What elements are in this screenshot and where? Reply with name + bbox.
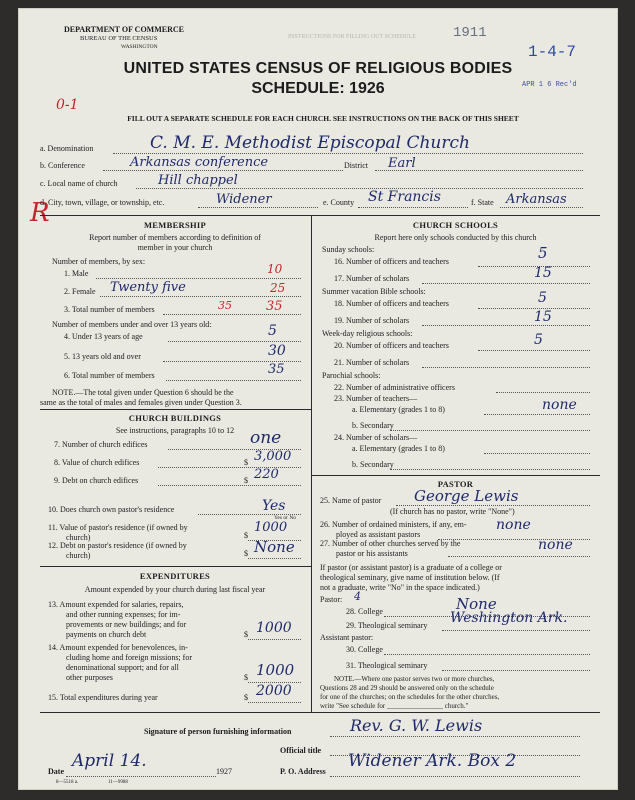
q23b-line	[390, 430, 590, 431]
q13-label-4: payments on church debt	[66, 630, 147, 639]
local-name-value: Hill chappel	[158, 173, 238, 188]
q15-label: 15. Total expenditures during year	[48, 693, 158, 702]
date-line	[66, 776, 216, 777]
county-line	[358, 207, 468, 208]
q25-value: George Lewis	[414, 487, 519, 505]
q8-value: 3,000	[254, 449, 292, 464]
pastor-subheading: Pastor:	[320, 595, 343, 604]
q1-line	[96, 278, 301, 279]
q9-value: 220	[254, 467, 279, 482]
city-value: Widener	[216, 192, 272, 207]
q9-dollar: $	[244, 476, 248, 485]
denomination-value: C. M. E. Methodist Episcopal Church	[150, 133, 470, 153]
state-value: Arkansas	[506, 192, 567, 207]
q16-label: 16. Number of officers and teachers	[334, 257, 449, 266]
graduate-note-2: theological seminary, give name of institution below. (If	[320, 573, 500, 582]
q19-line	[422, 325, 590, 326]
census-schedule-sheet	[18, 8, 618, 790]
q4-value: 5	[268, 323, 277, 339]
red-note: 0-1	[56, 97, 79, 113]
q2-line	[100, 296, 301, 297]
q30-line	[384, 654, 590, 655]
q15-dollar: $	[244, 693, 248, 702]
year-stamp: 1911	[453, 25, 487, 41]
q13-line	[248, 639, 301, 640]
schools-rule	[311, 475, 600, 476]
q22-line	[496, 392, 590, 393]
q23-label: 23. Number of teachers—	[334, 394, 418, 403]
signature-line	[330, 736, 580, 737]
membership-intro-1: Report number of members according to definition of	[89, 233, 261, 242]
q12-label-1: 12. Debt on pastor's residence (if owned by	[48, 541, 187, 550]
q9-label: 9. Debt on church edifices	[54, 476, 139, 485]
q21-label: 21. Number of scholars	[334, 358, 410, 367]
city-line	[198, 207, 318, 208]
signature-label: Signature of person furnishing information	[144, 727, 292, 736]
department-heading: DEPARTMENT OF COMMERCE	[64, 25, 185, 34]
membership-note-2: same as the total of males and females given under Question 3.	[40, 398, 242, 407]
district-label: District	[344, 161, 368, 170]
buildings-rule	[40, 566, 311, 567]
q6-label: 6. Total number of members	[64, 371, 155, 380]
q7-label: 7. Number of church edifices	[54, 440, 148, 449]
q23b-label: b. Secondary	[352, 421, 394, 430]
q5-value: 30	[268, 343, 286, 359]
pastor-note-2: Questions 28 and 29 should be answered only on the schedule	[320, 684, 494, 692]
pastor-title: PASTOR	[437, 479, 474, 489]
red-r-mark: R	[30, 198, 50, 228]
q14-label-3: denominational support; and for all	[66, 663, 179, 672]
conference-value: Arkansas conference	[130, 155, 269, 170]
q26-value: none	[496, 517, 531, 533]
expenditures-title: EXPENDITURES	[139, 571, 211, 581]
column-divider	[311, 215, 312, 712]
q12-value: None	[254, 538, 295, 556]
pastor-note-1: NOTE.—Where one pastor serves two or more churches,	[334, 675, 495, 683]
district-value: Earl	[388, 156, 416, 171]
q24a-label: a. Elementary (grades 1 to 8)	[352, 444, 445, 453]
q17-label: 17. Number of scholars	[334, 274, 410, 283]
q2-value: 25	[270, 281, 286, 295]
q18-label: 18. Number of officers and teachers	[334, 299, 449, 308]
q6-value: 35	[268, 362, 285, 377]
q5-label: 5. 13 years old and over	[64, 352, 141, 361]
q6-line	[166, 380, 301, 381]
q28-label: 28. College	[346, 607, 383, 616]
q12-dollar: $	[244, 549, 248, 558]
pastor-note-3: for one of the churches; on the schedules for the other churches,	[320, 693, 500, 701]
q29-label: 29. Theological seminary	[346, 621, 428, 630]
conference-line	[103, 170, 343, 171]
q24a-line	[484, 453, 590, 454]
po-address-line	[330, 776, 580, 777]
q24-label: 24. Number of scholars—	[334, 433, 418, 442]
pastor-note-4: write "See schedule for ________________ church."	[320, 702, 469, 710]
buildings-subtitle: See instructions, paragraphs 10 to 12	[115, 426, 235, 435]
membership-note-1: NOTE.—The total given under Question 6 should be the	[52, 388, 234, 397]
membership-rule	[40, 409, 311, 410]
q21-line	[422, 367, 590, 368]
q13-label-3: provements or new buildings; and for	[66, 620, 187, 629]
q13-value: 1000	[256, 620, 292, 636]
q14-label-1: 14. Amount expended for benevolences, in-	[48, 643, 188, 652]
members-by-sex-label: Number of members, by sex:	[52, 257, 146, 266]
q3-line	[163, 314, 301, 315]
form-title: UNITED STATES CENSUS OF RELIGIOUS BODIES	[123, 60, 513, 77]
q10-value: Yes	[262, 498, 286, 514]
date-year: 1927	[216, 767, 232, 776]
q16-value: 5	[538, 244, 548, 262]
q4-line	[168, 341, 301, 342]
schedule-code-stamp: 1-4-7	[528, 43, 577, 61]
conference-label: b. Conference	[40, 161, 85, 170]
q24b-line	[390, 469, 590, 470]
q17-line	[422, 283, 590, 284]
q26-label-1: 26. Number of ordained ministers, if any, em-	[320, 520, 467, 529]
q13-dollar: $	[244, 630, 248, 639]
q28-value: None	[456, 595, 497, 613]
membership-title: MEMBERSHIP	[143, 220, 207, 230]
q27-value: none	[538, 537, 573, 553]
q2-word: Twenty five	[110, 280, 186, 295]
q19-label: 19. Number of scholars	[334, 316, 410, 325]
pastor-mark: 4	[354, 590, 361, 603]
q14-dollar: $	[244, 673, 248, 682]
city-heading: WASHINGTON	[121, 44, 158, 50]
graduate-note-3: not a graduate, write "No" in the space indicated.)	[320, 583, 480, 592]
q23a-value: none	[542, 397, 577, 413]
q11-label-1: 11. Value of pastor's residence (if owned by	[48, 523, 188, 532]
members-by-age-label: Number of members under and over 13 years old:	[52, 320, 212, 329]
summer-schools-label: Summer vacation Bible schools:	[322, 287, 426, 296]
q2-label: 2. Female	[64, 287, 96, 296]
q27-label-1: 27. Number of other churches served by the	[320, 539, 461, 548]
graduate-note-1: If pastor (or assistant pastor) is a graduate of a college or	[320, 563, 502, 572]
q7-value: one	[250, 428, 282, 448]
q4-label: 4. Under 13 years of age	[64, 332, 143, 341]
q11-dollar: $	[244, 531, 248, 540]
date-value: April 14.	[72, 751, 147, 771]
denomination-label: a. Denomination	[40, 144, 94, 153]
q12-label-2: church)	[66, 551, 91, 560]
q12-line	[248, 558, 301, 559]
q1-label: 1. Male	[64, 269, 89, 278]
local-name-label: c. Local name of church	[40, 179, 118, 188]
q30-label: 30. College	[346, 645, 383, 654]
buildings-title: CHURCH BUILDINGS	[128, 413, 222, 423]
po-address-label: P. O. Address	[280, 767, 326, 776]
signature-value: Rev. G. W. Lewis	[350, 716, 483, 735]
city-label: d. City, town, village, or township, etc.	[40, 198, 165, 207]
county-value: St Francis	[368, 189, 441, 205]
q8-label: 8. Value of church edifices	[54, 458, 140, 467]
official-title-label: Official title	[280, 746, 322, 755]
q23a-label: a. Elementary (grades 1 to 8)	[352, 405, 445, 414]
q3-value-a: 35	[218, 299, 232, 312]
expenditures-subtitle: Amount expended by your church during last fiscal year	[84, 585, 266, 594]
county-label: e. County	[323, 198, 355, 207]
q11-label-2: church)	[66, 533, 91, 542]
q14-label-4: other purposes	[66, 673, 113, 682]
sunday-schools-label: Sunday schools:	[322, 245, 375, 254]
q13-label-2: and other running expenses; for im-	[66, 610, 181, 619]
weekday-schools-label: Week-day religious schools:	[322, 329, 413, 338]
q13-label-1: 13. Amount expended for salaries, repairs,	[48, 600, 184, 609]
faded-back-text: INSTRUCTIONS FOR FILLING OUT SCHEDULE	[288, 34, 416, 40]
q24b-label: b. Secondary	[352, 460, 394, 469]
q25-note: (If church has no pastor, write "None")	[390, 507, 515, 516]
schools-title: CHURCH SCHOOLS	[412, 220, 499, 230]
bottom-rule	[40, 712, 600, 713]
q27-line	[448, 556, 590, 557]
q17-value: 15	[534, 265, 552, 281]
q26-label-2: ployed as assistant pastors	[336, 530, 421, 539]
q18-value: 5	[538, 290, 547, 306]
schools-intro: Report here only schools conducted by this church	[374, 233, 537, 242]
q15-value: 2000	[256, 683, 292, 699]
q8-line	[158, 467, 301, 468]
state-line	[500, 207, 583, 208]
membership-intro-2: member in your church	[137, 243, 213, 252]
q20-value: 5	[534, 332, 543, 348]
form-subtitle: SCHEDULE: 1926	[251, 80, 385, 97]
state-label: f. State	[471, 198, 494, 207]
q15-line	[248, 702, 301, 703]
q20-line	[478, 350, 590, 351]
q31-line	[442, 670, 590, 671]
date-label: Date	[48, 767, 64, 776]
bureau-heading: BUREAU OF THE CENSUS	[80, 35, 158, 42]
q8-dollar: $	[244, 458, 248, 467]
q10-label: 10. Does church own pastor's residence	[48, 505, 175, 514]
q11-value: 1000	[254, 520, 288, 535]
received-date-stamp: APR 1 6 Rec'd	[522, 81, 577, 89]
q14-value: 1000	[256, 661, 295, 679]
top-rule	[40, 215, 600, 216]
form-number-2: 11—9988	[108, 780, 128, 785]
parochial-schools-label: Parochial schools:	[322, 371, 381, 380]
q20-label: 20. Number of officers and teachers	[334, 341, 449, 350]
q19-value: 15	[534, 309, 552, 325]
po-address-value: Widener Ark. Box 2	[348, 751, 517, 771]
q25-line	[396, 505, 590, 506]
q23a-line	[484, 414, 590, 415]
q27-label-2: pastor or his assistants	[336, 549, 408, 558]
q31-label: 31. Theological seminary	[346, 661, 428, 670]
q1-value: 10	[267, 262, 283, 276]
q3-value-b: 35	[266, 299, 283, 314]
denomination-line	[113, 153, 583, 154]
q9-line	[158, 485, 301, 486]
local-name-line	[136, 188, 583, 189]
q25-label: 25. Name of pastor	[320, 496, 382, 505]
q3-label: 3. Total number of members	[64, 305, 155, 314]
q29-line	[442, 630, 590, 631]
assistant-pastor-subheading: Assistant pastor:	[320, 633, 374, 642]
q29-value: Weshington Ark.	[450, 610, 568, 626]
q22-label: 22. Number of administrative officers	[334, 383, 455, 392]
yes-no-hint: Yes or No	[274, 515, 297, 521]
fill-out-instructions: FILL OUT A SEPARATE SCHEDULE FOR EACH CHURCH. SEE INSTRUCTIONS ON THE BACK OF THIS SHEET	[127, 114, 519, 123]
form-number: 8—5518 a.	[56, 780, 79, 785]
q14-label-2: cluding home and foreign missions; for	[66, 653, 192, 662]
